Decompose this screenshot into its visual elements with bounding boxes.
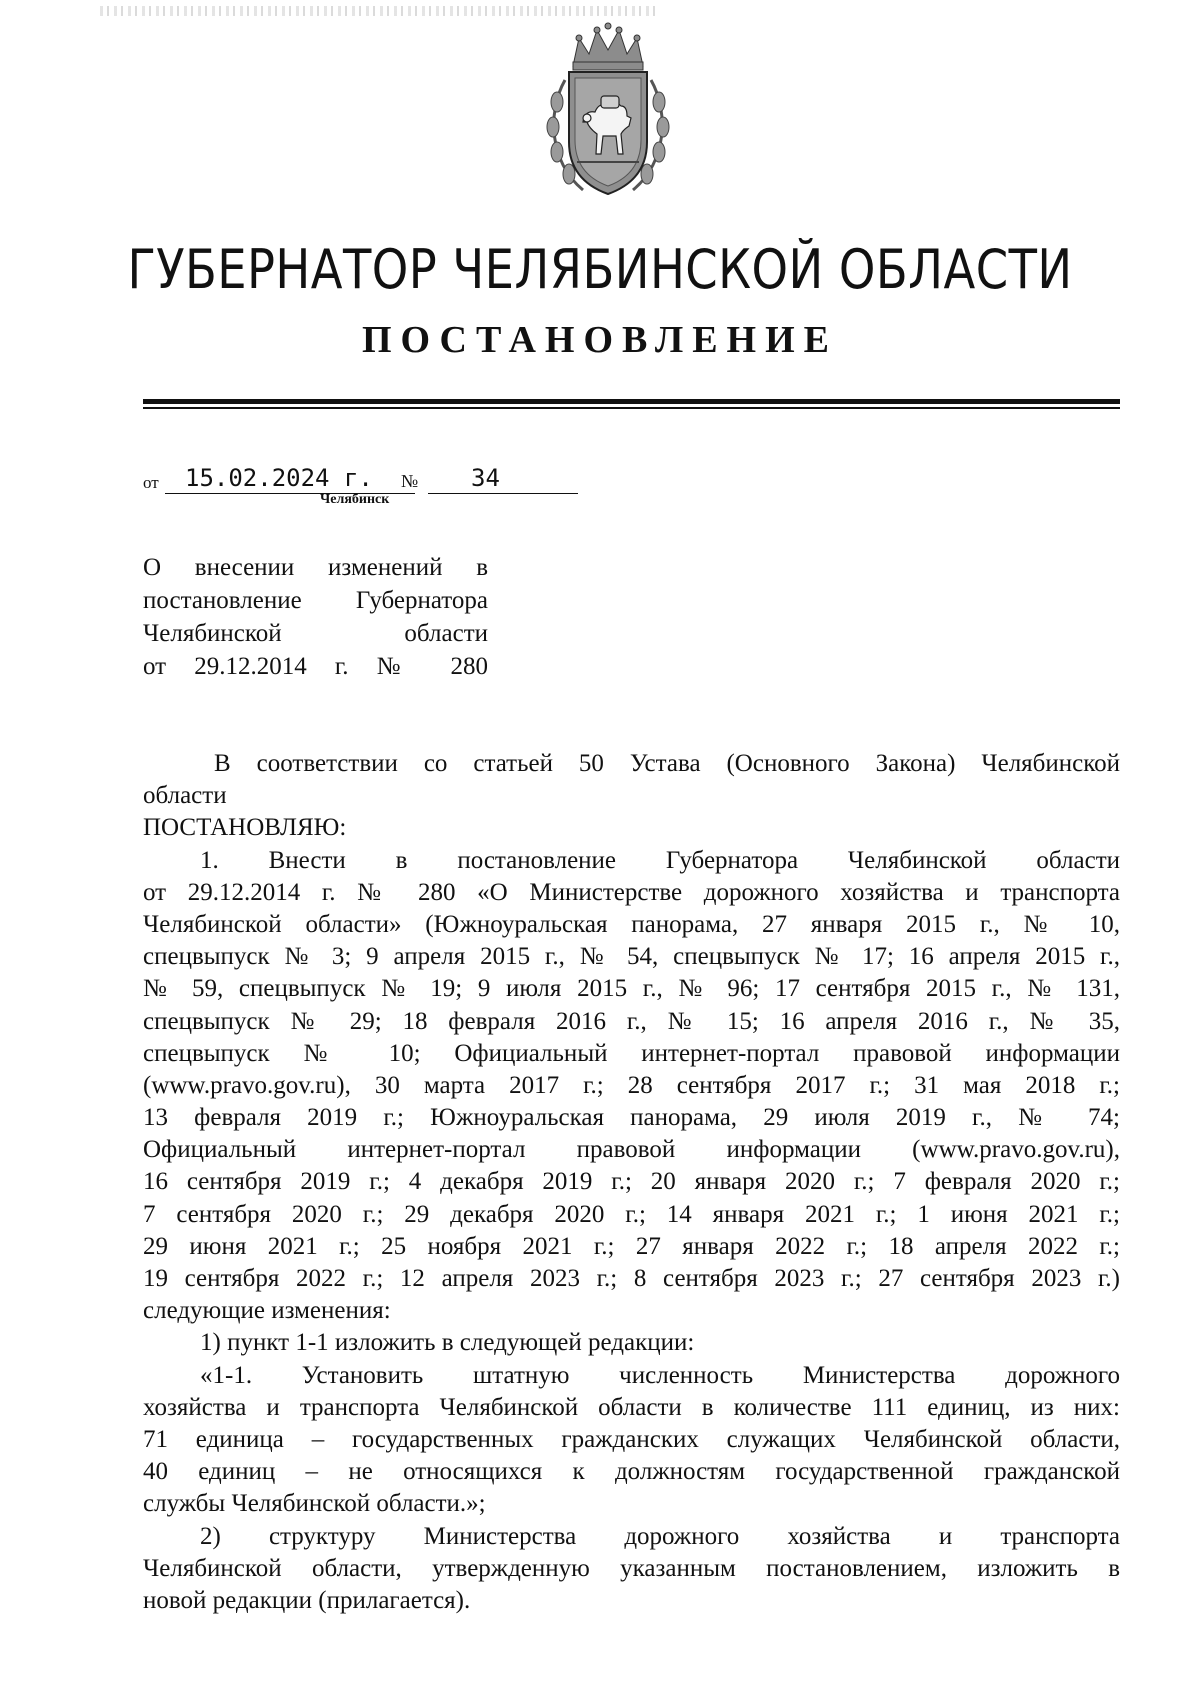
document-date: 15.02.2024 г. (165, 463, 415, 494)
header-rule-thin (143, 407, 1120, 409)
document-body (143, 748, 1120, 1617)
number-label: № (401, 471, 419, 491)
body-line: Официальный интернет-портал правовой информации (www.pravo.gov.ru), (143, 1136, 1120, 1164)
subject-line: постановление Губернатора (143, 587, 488, 614)
body-line: хозяйства и транспорта Челябинской области в количестве 111 единиц, из них: (143, 1393, 1120, 1421)
body-line: 29 июня 2021 г.; 25 ноября 2021 г.; 27 января 2022 г.; 18 апреля 2022 г.; (143, 1232, 1120, 1260)
body-line: «1-1. Установить штатную численность Министерства дорожного (200, 1361, 1120, 1389)
body-line: следующие изменения: (143, 1297, 391, 1325)
body-line: 2) структуру Министерства дорожного хозяйства и транспорта (200, 1522, 1120, 1550)
body-line: от 29.12.2014 г. № 280 «О Министерстве дорожного хозяйства и транспорта (143, 878, 1120, 906)
body-line: 1) пункт 1-1 изложить в следующей редакции: (200, 1329, 695, 1357)
body-line: 71 единица – государственных гражданских служащих Челябинской области, (143, 1425, 1120, 1453)
document-number: 34 (428, 463, 578, 494)
body-line: (www.pravo.gov.ru), 30 марта 2017 г.; 28 сентября 2017 г.; 31 мая 2018 г.; (143, 1071, 1120, 1099)
header-rule-thick (143, 399, 1120, 404)
body-line: 13 февраля 2019 г.; Южноуральская панорама, 29 июля 2019 г., № 74; (143, 1104, 1120, 1132)
body-line: службы Челябинской области.»; (143, 1490, 486, 1518)
body-line: 40 единиц – не относящихся к должностям государственной гражданской (143, 1458, 1120, 1486)
coat-of-arms-icon (543, 22, 673, 202)
document-type: ПОСТАНОВЛЕНИЕ (361, 319, 839, 361)
body-line: Челябинской области, утвержденную указанным постановлением, изложить в (143, 1554, 1120, 1582)
body-line: ПОСТАНОВЛЯЮ: (143, 814, 347, 842)
body-line: новой редакции (прилагается). (143, 1586, 471, 1614)
subject-line: Челябинской области (143, 620, 488, 647)
body-line: 19 сентября 2022 г.; 12 апреля 2023 г.; 8 сентября 2023 г.; 27 сентября 2023 г.) (143, 1265, 1120, 1292)
subject-line: О внесении изменений в (143, 554, 488, 581)
body-line: области (143, 782, 227, 810)
body-line: В соответствии со статьей 50 Устава (Основного Закона) Челябинской (214, 750, 1120, 777)
date-prefix: от (143, 473, 159, 492)
body-line: 16 сентября 2019 г.; 4 декабря 2019 г.; 20 января 2020 г.; 7 февраля 2020 г.; (143, 1168, 1120, 1196)
document-subject (143, 551, 488, 683)
city-label: Челябинск (320, 492, 390, 507)
body-line: 7 сентября 2020 г.; 29 декабря 2020 г.; 14 января 2021 г.; 1 июня 2021 г.; (143, 1200, 1120, 1228)
scan-artifact (100, 6, 660, 16)
issuer-title: ГУБЕРНАТОР ЧЕЛЯБИНСКОЙ ОБЛАСТИ (127, 238, 1073, 301)
body-line: спецвыпуск № 3; 9 апреля 2015 г., № 54, спецвыпуск № 17; 16 апреля 2015 г., (143, 943, 1120, 971)
body-line: № 59, спецвыпуск № 19; 9 июля 2015 г., № 96; 17 сентября 2015 г., № 131, (143, 975, 1120, 1003)
body-line: спецвыпуск № 29; 18 февраля 2016 г., № 15; 16 апреля 2016 г., № 35, (143, 1007, 1120, 1035)
body-line: Челябинской области» (Южноуральская панорама, 27 января 2015 г., № 10, (143, 910, 1120, 938)
subject-line: от 29.12.2014 г. № 280 (143, 653, 488, 680)
body-line: 1. Внести в постановление Губернатора Челябинской области (200, 846, 1120, 874)
body-line: спецвыпуск № 10; Официальный интернет-портал правовой информации (143, 1039, 1120, 1067)
